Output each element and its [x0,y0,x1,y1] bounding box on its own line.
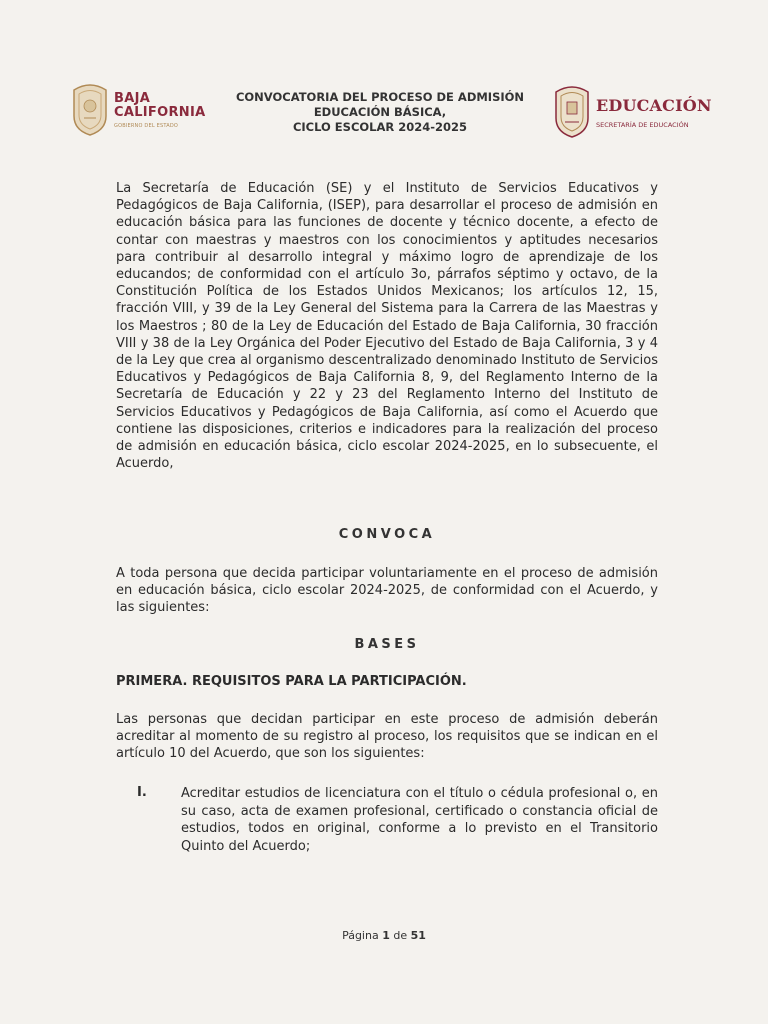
convoca-paragraph: A toda persona que decida participar voluntariamente en el proceso de admisión en educación básica, ciclo escolar 2024-2025, de conformidad con el Acuerdo, y las siguientes: [116,566,658,616]
education-seal-icon [552,84,592,138]
education-subtitle: SECRETARÍA DE EDUCACIÓN [596,121,689,129]
education-title: EDUCACIÓN [596,96,712,115]
list-item-text: Acreditar estudios de licenciatura con el título o cédula profesional o, en su caso, acta de examen profesional, certificado o constancia oficial de estudios, todos en original, conforme a lo previsto en el Transitorio Quinto del Acuerdo; [181,786,658,854]
document-title [215,90,545,135]
footer-prefix: Página [342,929,379,942]
state-name [114,92,205,120]
state-name-line2: CALIFORNIA [114,105,206,120]
state-subtitle: GOBIERNO DEL ESTADO [114,123,179,129]
state-seal-icon [70,82,110,136]
bases-heading: BASES [354,637,420,652]
list-item-number: I. [137,785,147,800]
baja-california-logo [70,82,220,138]
page-footer [0,929,768,942]
footer-of: de [393,929,408,942]
intro-paragraph: La Secretaría de Educación (SE) y el Instituto de Servicios Educativos y Pedagógicos de Baja California, (ISEP), para desarrollar el proceso de admisión en educación básica para las funciones de docente y técnico docente, a efecto de contar con maestras y maestros con los conocimientos y aptitudes necesarios para contribuir al desarrollo integral y máximo logro de aprendizaje de los educandos; de conformidad con el artículo 3o, párrafos séptimo y octavo, de la Constitución Política de los Estados Unidos Mexicanos; los artículos 12, 15, fracción VIII, y 39 de la Ley General del Sistema para la Carrera de las Maestras y los Maestros ; 80 de la Ley de Educación del Estado de Baja California, 30 fracción VIII y 38 de la Ley Orgánica del Poder Ejecutivo del Estado de Baja California, 3 y 4 de la Ley que crea al organismo descentralizado denominado Instituto de Servicios Educativos y Pedagógicos de Baja California 8, 9, del Reglamento Interno de la Secretaría de Educación y 22 y 23 del Reglamento Interno del Instituto de Servicios Educativos y Pedagógicos de Baja California, así como el Acuerdo que contiene las disposiciones, criterios e indicadores para la realización del proceso de admisión en educación básica, ciclo escolar 2024-2025, en lo subsecuente, el Acuerdo, [116,181,658,472]
title-line-3: CICLO ESCOLAR 2024-2025 [292,120,468,134]
footer-total-pages: 51 [410,929,426,942]
primera-heading: PRIMERA. REQUISITOS PARA LA PARTICIPACIÓN. [116,674,467,689]
educacion-logo [552,84,712,140]
footer-page-number: 1 [382,929,390,942]
primera-paragraph: Las personas que decidan participar en este proceso de admisión deberán acreditar al momento de su registro al proceso, los requisitos que se indican en el artículo 10 del Acuerdo, que son los siguientes: [116,712,658,762]
title-line-2: EDUCACIÓN BÁSICA, [313,105,447,119]
convoca-heading: CONVOCA [338,527,436,542]
title-line-1: CONVOCATORIA DEL PROCESO DE ADMISIÓN [235,90,525,104]
state-name-line1: BAJA [114,91,151,106]
